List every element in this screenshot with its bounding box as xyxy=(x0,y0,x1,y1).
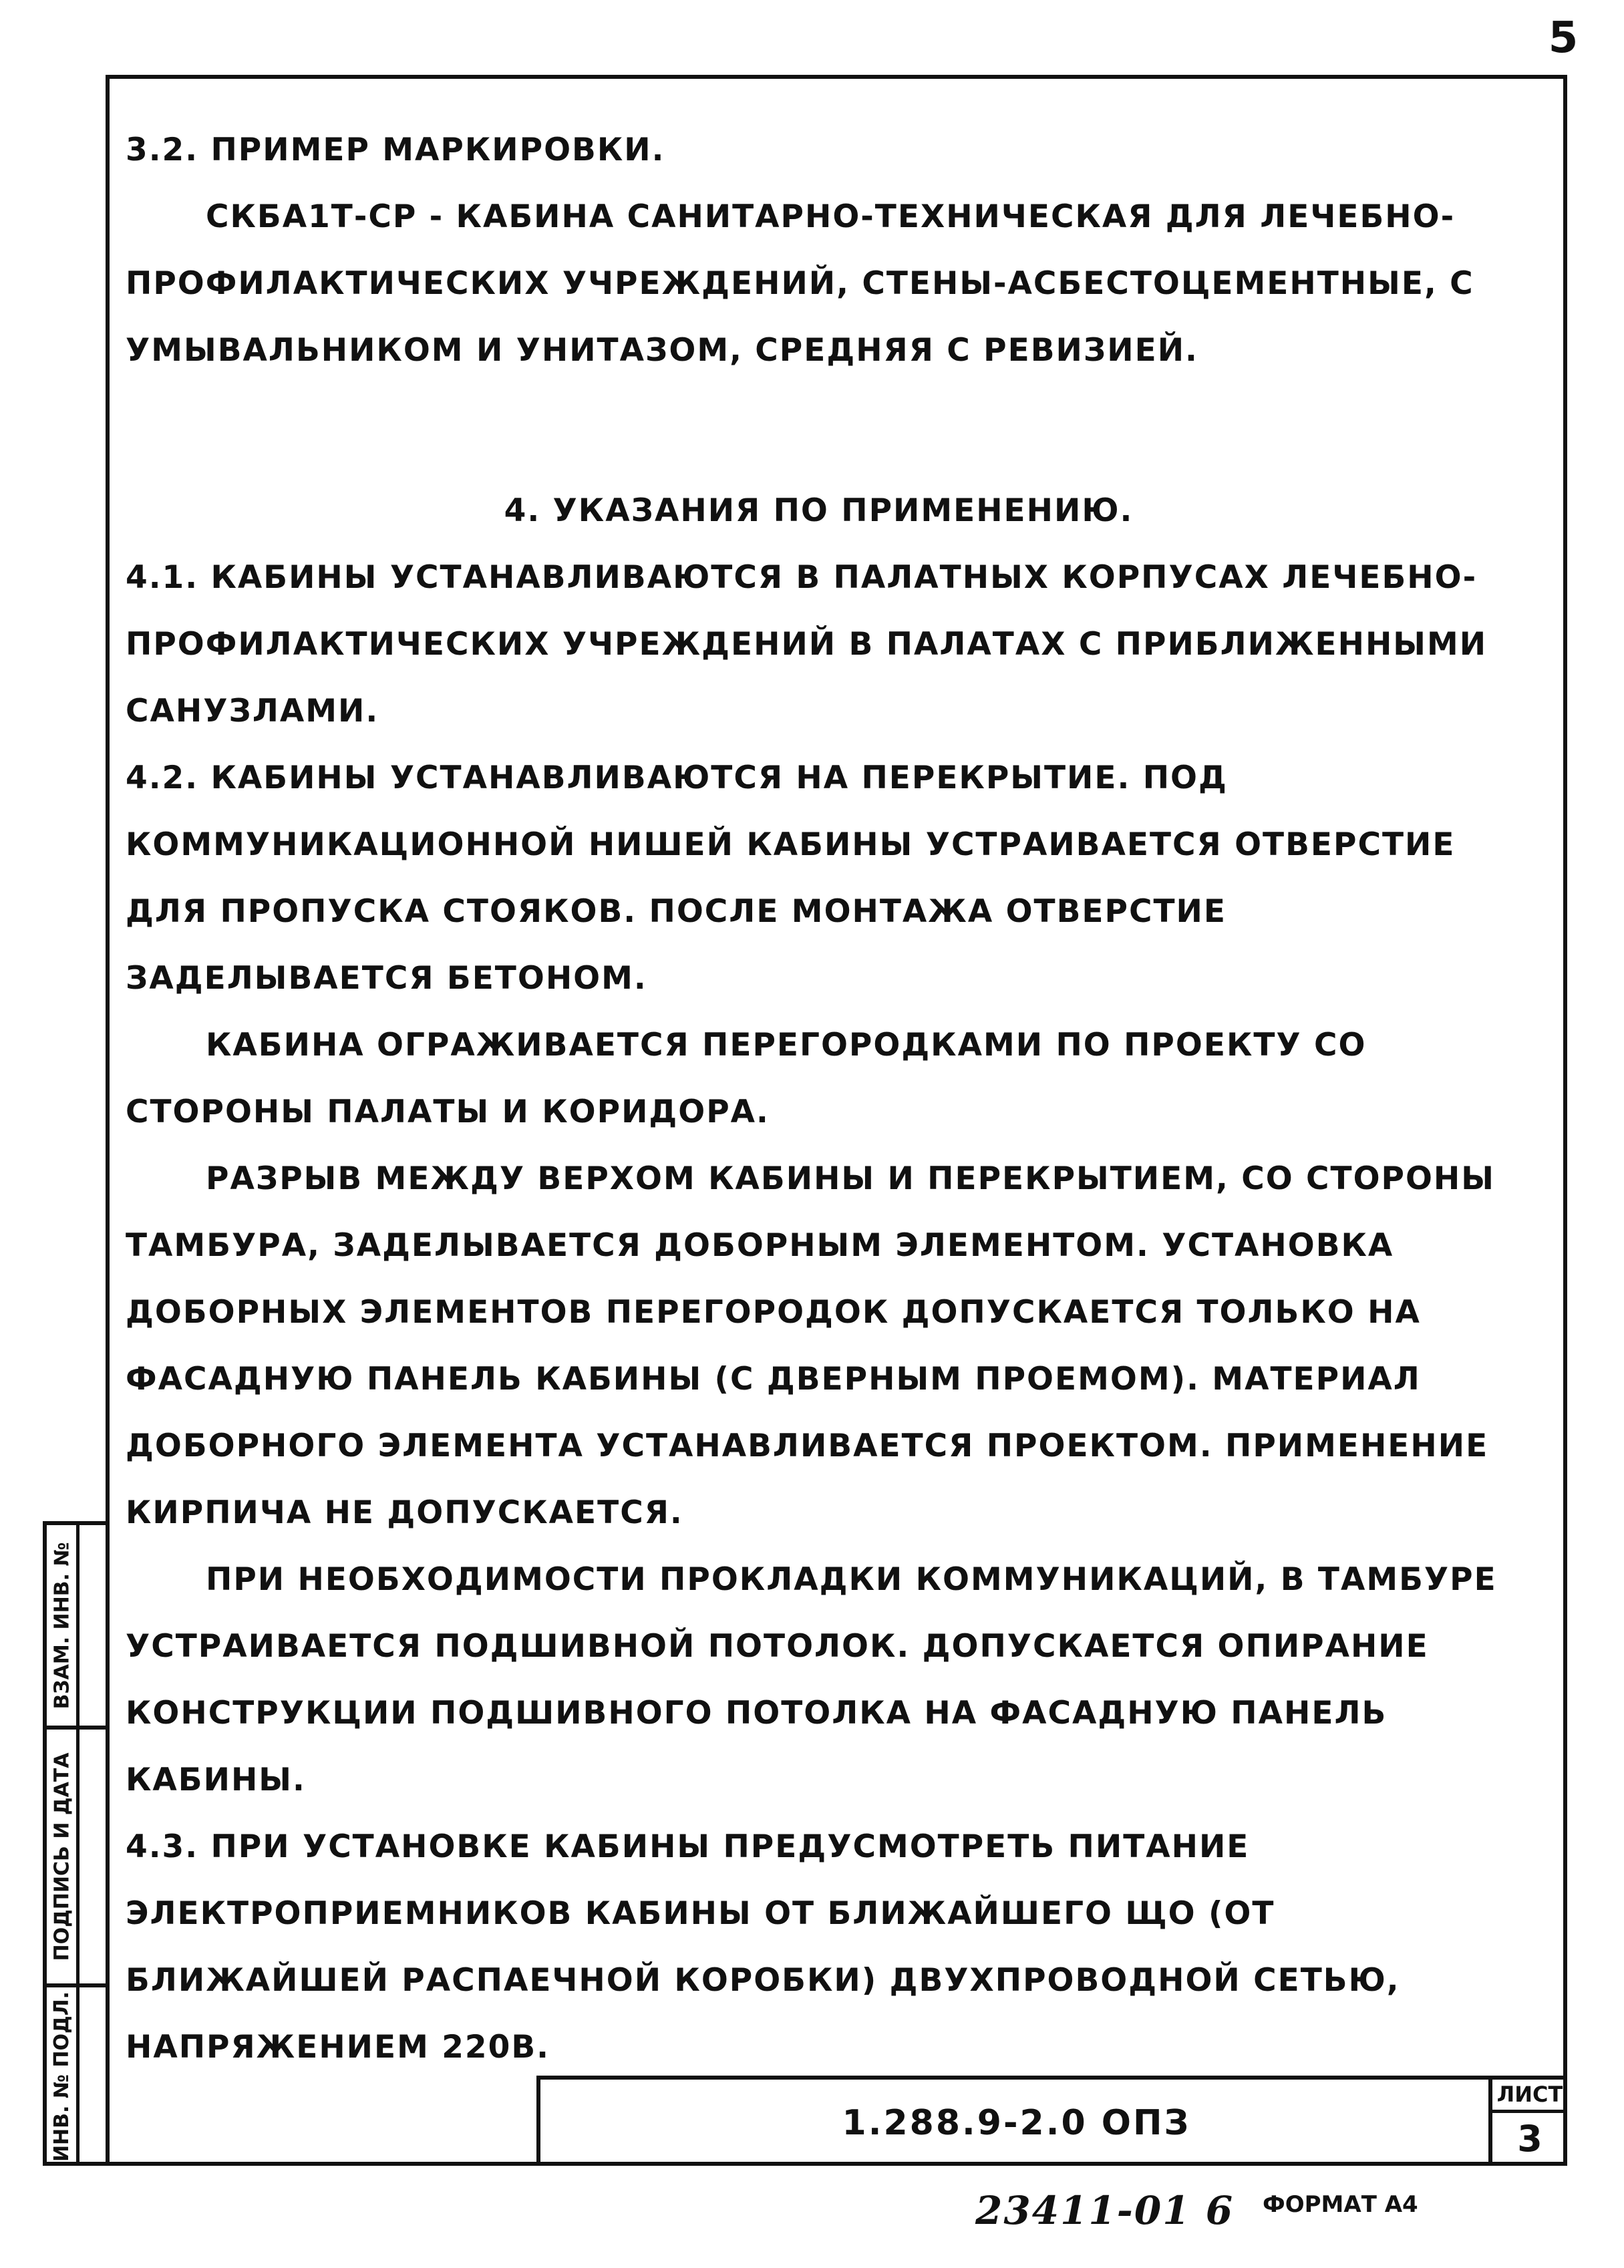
sheet-cell xyxy=(1488,2080,1567,2166)
document-body xyxy=(126,117,1512,2081)
paragraph-enclosure: КАБИНА ОГРАЖИВАЕТСЯ ПЕРЕГОРОДКАМИ ПО ПРОЕКТУ СО СТОРОНЫ ПАЛАТЫ И КОРИДОРА. xyxy=(126,1027,1367,1130)
document-code: 1.288.9-2.0 ОПЗ xyxy=(842,2102,1191,2143)
sheet-label: ЛИСТ xyxy=(1492,2080,1567,2113)
format-label: ФОРМАТ А4 xyxy=(1263,2191,1418,2218)
paragraph-4-2: 4.2. КАБИНЫ УСТАНАВЛИВАЮТСЯ НА ПЕРЕКРЫТИЕ. ПОД КОММУНИКАЦИОННОЙ НИШЕЙ КАБИНЫ УСТРАИВАЕТСЯ ОТВЕРСТИЕ ДЛЯ ПРОПУСКА СТОЯКОВ. ПОСЛЕ МОНТАЖА ОТВЕРСТИЕ ЗАДЕЛЫВАЕТСЯ БЕТОНОМ. xyxy=(126,760,1456,997)
marking-example-text: СКБА1Т-СР - КАБИНА САНИТАРНО-ТЕХНИЧЕСКАЯ ДЛЯ ЛЕЧЕБНО-ПРОФИЛАКТИЧЕСКИХ УЧРЕЖДЕНИЙ, СТЕНЫ-АСБЕСТОЦЕМЕНТНЫЕ, С УМЫВАЛЬНИКОМ И УНИТАЗОМ, СРЕДНЯЯ С РЕВИЗИЕЙ. xyxy=(126,198,1474,369)
side-stamp-cell-3 xyxy=(48,1987,76,2166)
side-stamp-cell-2 xyxy=(48,1730,76,1983)
side-stamp xyxy=(43,1521,106,2166)
side-stamp-label-signature-date: ПОДПИСЬ И ДАТА xyxy=(50,1752,74,1961)
side-stamp-inner-line xyxy=(76,1525,79,2162)
marking-example-heading: 3.2. ПРИМЕР МАРКИРОВКИ. xyxy=(126,132,665,168)
section-title: 4. УКАЗАНИЯ ПО ПРИМЕНЕНИЮ. xyxy=(504,492,1134,529)
title-block xyxy=(536,2076,1567,2166)
side-stamp-label-replaced-inv: ВЗАМ. ИНВ. № xyxy=(50,1541,74,1710)
paragraph-4-1: 4.1. КАБИНЫ УСТАНАВЛИВАЮТСЯ В ПАЛАТНЫХ КОРПУСАХ ЛЕЧЕБНО-ПРОФИЛАКТИЧЕСКИХ УЧРЕЖДЕНИЙ В ПАЛАТАХ С ПРИБЛИЖЕННЫМИ САНУЗЛАМИ. xyxy=(126,559,1488,730)
side-stamp-label-original-inv: ИНВ. № ПОДЛ. xyxy=(50,1991,74,2162)
sheet-number: 3 xyxy=(1517,2118,1542,2160)
paragraph-4-3: 4.3. ПРИ УСТАНОВКЕ КАБИНЫ ПРЕДУСМОТРЕТЬ ПИТАНИЕ ЭЛЕКТРОПРИЕМНИКОВ КАБИНЫ ОТ БЛИЖАЙШЕГО ЩО (ОТ БЛИЖАЙШЕЙ РАСПАЕЧНОЙ КОРОБКИ) ДВУХПРОВОДНОЙ СЕТЬЮ, НАПРЯЖЕНИЕМ 220В. xyxy=(126,1828,1400,2066)
page-number: 5 xyxy=(1548,13,1579,63)
handwritten-archive-number: 23411-01 6 xyxy=(975,2188,1235,2233)
side-stamp-cell-1 xyxy=(48,1525,76,1726)
paragraph-ceiling: ПРИ НЕОБХОДИМОСТИ ПРОКЛАДКИ КОММУНИКАЦИЙ, В ТАМБУРЕ УСТРАИВАЕТСЯ ПОДШИВНОЙ ПОТОЛОК. ДОПУСКАЕТСЯ ОПИРАНИЕ КОНСТРУКЦИИ ПОДШИВНОГО ПОТОЛКА НА ФАСАДНУЮ ПАНЕЛЬ КАБИНЫ. xyxy=(126,1561,1497,1798)
paragraph-gap-filling: РАЗРЫВ МЕЖДУ ВЕРХОМ КАБИНЫ И ПЕРЕКРЫТИЕМ, СО СТОРОНЫ ТАМБУРА, ЗАДЕЛЫВАЕТСЯ ДОБОРНЫМ ЭЛЕМЕНТОМ. УСТАНОВКА ДОБОРНЫХ ЭЛЕМЕНТОВ ПЕРЕГОРОДОК ДОПУСКАЕТСЯ ТОЛЬКО НА ФАСАДНУЮ ПАНЕЛЬ КАБИНЫ (С ДВЕРНЫМ ПРОЕМОМ). МАТЕРИАЛ ДОБОРНОГО ЭЛЕМЕНТА УСТАНАВЛИВАЕТСЯ ПРОЕКТОМ. ПРИМЕНЕНИЕ КИРПИЧА НЕ ДОПУСКАЕТСЯ. xyxy=(126,1160,1495,1531)
